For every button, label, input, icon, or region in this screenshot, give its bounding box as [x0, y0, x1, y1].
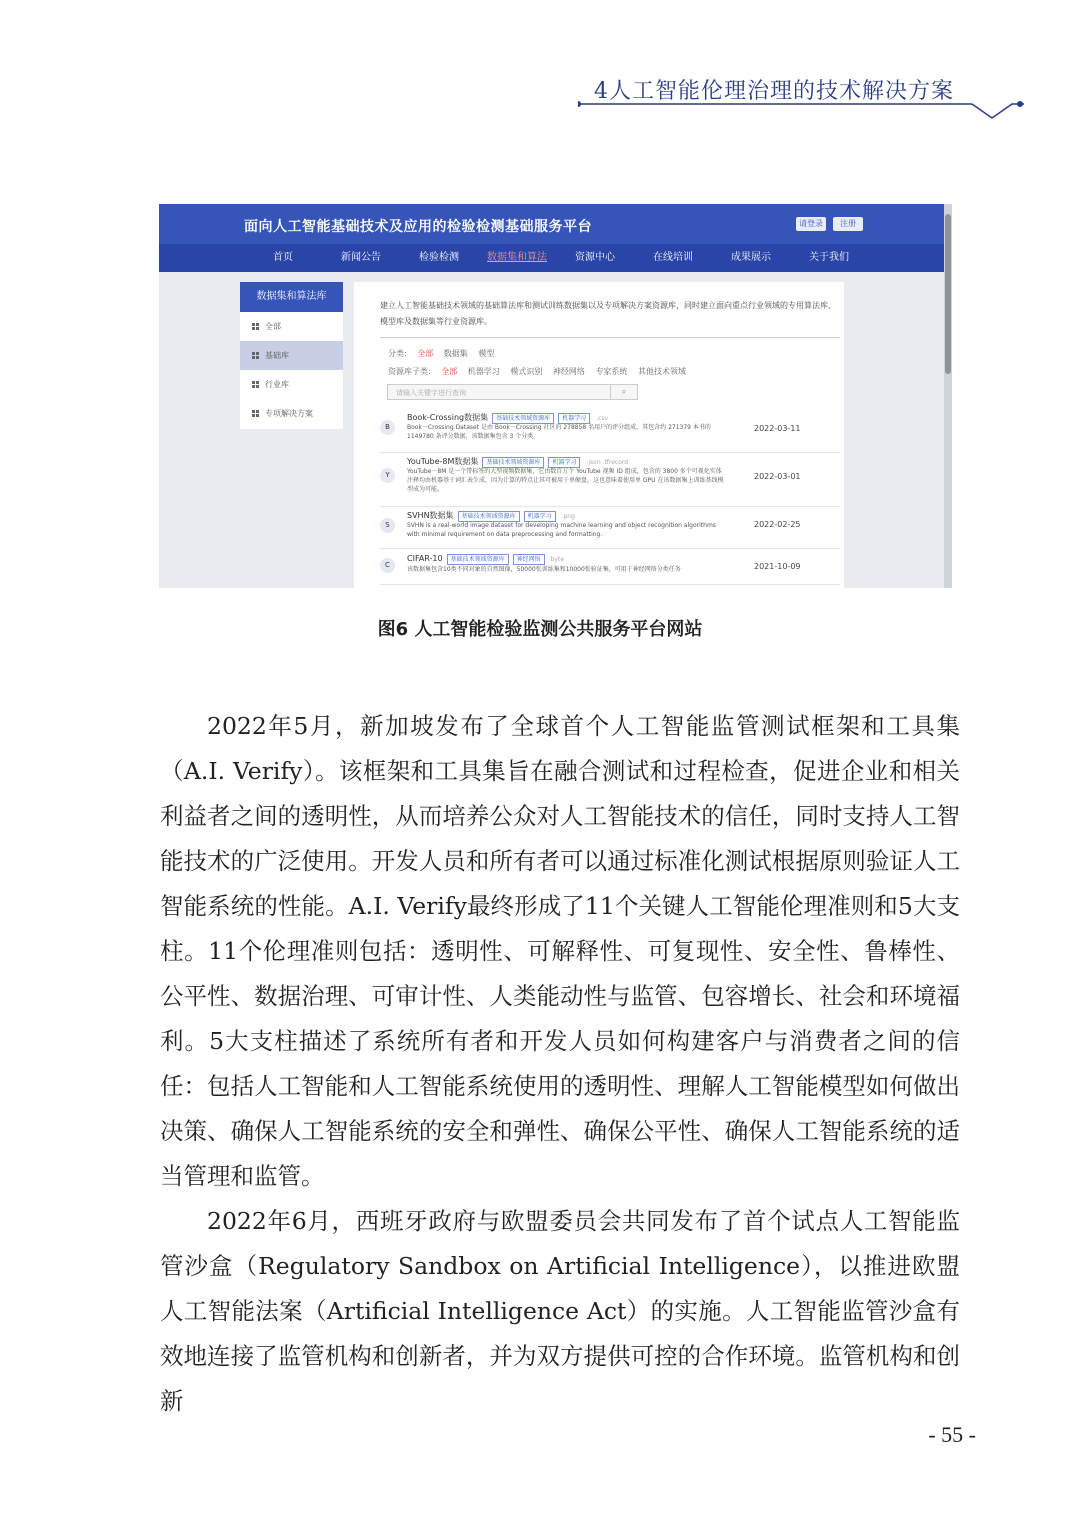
scrollbar[interactable]: [944, 204, 952, 588]
sidebar-item-industry[interactable]: [240, 370, 343, 399]
filter-option[interactable]: 其他技术领域: [637, 367, 686, 376]
filter-option[interactable]: 模式识别: [510, 367, 543, 376]
site-title: 面向人工智能基础技术及应用的检验检测基础服务平台: [244, 219, 592, 235]
filter-option[interactable]: 模型: [478, 349, 495, 358]
record-desc: Book－Crossing Dataset 是由 Book－Crossing 社区的 278858 名用户的评分组成，其包含约 271379 本书的 1149780 条评分数据，该数据集包含 3 个分类。: [407, 424, 711, 440]
nav-home[interactable]: 首页: [273, 252, 293, 263]
search-icon[interactable]: ⌕: [610, 384, 638, 400]
nav-resources[interactable]: 资源中心: [575, 252, 615, 263]
tag: 机器学习: [548, 457, 580, 468]
filter-option[interactable]: 专家系统: [595, 367, 628, 376]
scrollbar-thumb[interactable]: [945, 214, 951, 374]
subcategory-filter: [388, 366, 694, 377]
nav-news[interactable]: 新闻公告: [341, 252, 381, 263]
record-desc: YouTube－8M 是一个带标签的大型视频数据集，它由数百万个 YouTube 视频 ID 组成，包含的 3800 多个可视化实体注释均由机器基于词汇表生成，因为计算的特点让其可被用于单硬盘，这也意味着使用单 GPU 在该数据集上训练基线模型成为可能。: [407, 468, 724, 493]
nav-datasets[interactable]: 数据集和算法: [487, 252, 547, 263]
list-item[interactable]: [380, 412, 840, 453]
sidebar-item-label: 专项解决方案: [265, 409, 313, 418]
filter-option[interactable]: 神经网络: [552, 367, 585, 376]
sidebar-item-all[interactable]: [240, 312, 343, 341]
main-panel: [354, 282, 844, 588]
format-label: byte: [550, 556, 565, 563]
tag: 基础技术领域资源库: [447, 554, 509, 565]
site-header: [159, 204, 952, 244]
record-date: 2021-10-09: [754, 562, 801, 571]
record-date: 2022-02-25: [754, 520, 801, 529]
nav-training[interactable]: 在线培训: [653, 252, 693, 263]
sidebar-item-label: 基础库: [265, 351, 289, 360]
sidebar-title: 数据集和算法库: [240, 282, 343, 312]
paragraph: 2022年6月，西班牙政府与欧盟委员会共同发布了首个试点人工智能监管沙盒（Regulatory Sandbox on Artificial Intelligence），以推进欧盟人工智能法案（Artificial Intelligence Act）的实施。人工智能监管沙盒有效地连接了监管机构和创新者，并为双方提供可控的合作环境。监管机构和创新: [160, 1207, 960, 1415]
category-filter: [388, 348, 502, 359]
list-item[interactable]: [380, 554, 840, 585]
platform-screenshot: [159, 204, 952, 588]
body-text: [160, 704, 960, 1424]
search-input[interactable]: 请输入关键字进行查询: [387, 384, 637, 400]
header-rule: [578, 100, 1024, 124]
record-desc: SVHN is a real-world image dataset for developing machine learning and object recognition algorithms with minimal requirement on data preprocessing and formatting.: [407, 522, 716, 538]
record-title: YouTube-8M数据集 基础技术领域资源库 机器学习 .json .tfrecord: [407, 457, 629, 466]
sidebar-item-label: 行业库: [265, 380, 289, 389]
nav-about[interactable]: 关于我们: [809, 252, 849, 263]
filter-option[interactable]: 机器学习: [467, 367, 500, 376]
tag: 基础技术领域资源库: [482, 457, 544, 468]
login-button[interactable]: 请登录: [796, 217, 826, 231]
intro-text: 建立人工智能基础技术领域的基础算法库和测试训练数据集以及专项解决方案资源库，同时建立面向重点行业领域的专用算法库、模型库及数据集等行业资源库。: [380, 301, 836, 326]
tag: 基础技术领域资源库: [458, 511, 520, 522]
format-label: .json .tfrecord: [586, 459, 629, 466]
avatar: B: [380, 420, 395, 435]
format-label: .png: [561, 513, 575, 520]
tag: 基础技术领域资源库: [492, 413, 554, 424]
tag: 神经网络: [513, 554, 545, 565]
record-title: SVHN数据集 基础技术领域资源库 机器学习 .png: [407, 511, 575, 520]
running-head: 4人工智能伦理治理的技术解决方案: [594, 79, 954, 104]
filter-label: 分类:: [388, 349, 407, 358]
site-nav: [159, 244, 952, 272]
figure-caption: 图6 人工智能检验监测公共服务平台网站: [377, 619, 703, 640]
filter-option[interactable]: 全部: [441, 367, 458, 376]
record-title: Book-Crossing数据集 基础技术领域资源库 机器学习 .csv: [407, 413, 609, 422]
sidebar-item-label: 全部: [265, 322, 281, 331]
record-date: 2022-03-01: [754, 472, 801, 481]
divider: [380, 337, 840, 338]
sidebar-item-solutions[interactable]: [240, 399, 343, 428]
record-title: CIFAR-10 基础技术领域资源库 神经网络 byte: [407, 554, 565, 563]
avatar: S: [380, 518, 395, 533]
list-item[interactable]: [380, 510, 840, 549]
format-label: .csv: [596, 415, 609, 422]
nav-testing[interactable]: 检验检测: [419, 252, 459, 263]
list-item[interactable]: [380, 456, 840, 507]
tag: 机器学习: [524, 511, 556, 522]
sidebar-item-base[interactable]: [240, 341, 343, 370]
tag: 机器学习: [558, 413, 590, 424]
record-date: 2022-03-11: [754, 424, 801, 433]
record-desc: 该数据集包含10类不同对象的自然图像，50000张训练集和10000张验证集，可用于神经网络分类任务: [407, 566, 681, 573]
grid-icon: [252, 410, 259, 417]
filter-option[interactable]: 全部: [417, 349, 434, 358]
grid-icon: [252, 381, 259, 388]
grid-icon: [252, 323, 259, 330]
avatar: Y: [380, 468, 395, 483]
sidebar: [240, 282, 343, 429]
page-number: - 55 -: [928, 1422, 976, 1447]
register-button[interactable]: 注册: [833, 217, 863, 231]
grid-icon: [252, 352, 259, 359]
filter-option[interactable]: 数据集: [443, 349, 468, 358]
nav-achievements[interactable]: 成果展示: [731, 252, 771, 263]
avatar: C: [380, 558, 395, 573]
filter-label: 资源库子类:: [388, 367, 431, 376]
paragraph: 2022年5月，新加坡发布了全球首个人工智能监管测试框架和工具集（A.I. Verify）。该框架和工具集旨在融合测试和过程检查，促进企业和相关利益者之间的透明性，从而培养公众对人工智能技术的信任，同时支持人工智能技术的广泛使用。开发人员和所有者可以通过标准化测试根据原则验证人工智能系统的性能。A.I. Verify最终形成了11个关键人工智能伦理准则和5大支柱。11个伦理准则包括：透明性、可解释性、可复现性、安全性、鲁棒性、公平性、数据治理、可审计性、人类能动性与监管、包容增长、社会和环境福利。5大支柱描述了系统所有者和开发人员如何构建客户与消费者之间的信任：包括人工智能和人工智能系统使用的透明性、理解人工智能模型如何做出决策、确保人工智能系统的安全和弹性、确保公平性、确保人工智能系统的适当管理和监管。: [160, 712, 960, 1190]
